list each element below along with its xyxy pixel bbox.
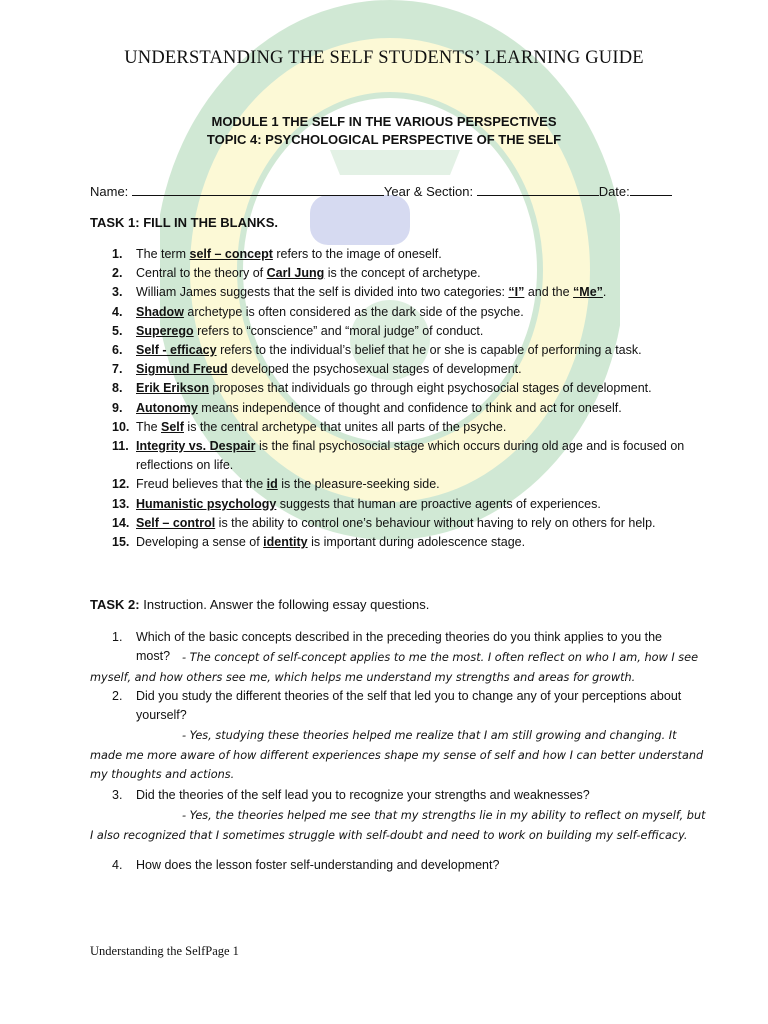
fill-in-blanks-list [90,245,690,552]
task2-label: TASK 2: [90,597,140,612]
item-text: William James suggests that the self is divided into two categories: [136,285,509,300]
item-number: 13. [112,496,130,511]
item-number: 12. [112,477,130,492]
document-title: UNDERSTANDING THE SELF STUDENTS’ LEARNING GUIDE [124,48,644,68]
item-text: and the [524,285,574,300]
item-text: developed the psychosexual stages of development. [227,362,522,377]
item-answer: Self - efficacy [136,343,217,358]
year-section-blank[interactable] [477,182,599,196]
blank-item [90,437,690,475]
blank-item [90,533,690,552]
item-answer: self – concept [189,247,273,261]
module-title: MODULE 1 THE SELF IN THE VARIOUS PERSPECTIVES [211,114,557,129]
item-text: refers to “conscience” and “moral judge” of conduct. [193,323,484,338]
item-answer: Sigmund Freud [136,362,228,377]
question-text: Which of the basic concepts described in the preceding theories do you think applies to you the most? [136,630,663,663]
item-number: 11. [112,439,129,454]
blank-item [90,495,690,514]
item-answer: Carl Jung [266,266,325,281]
item-text: is the central archetype that unites all parts of the psyche. [183,419,507,434]
question-number: 2. [112,689,123,703]
item-text: Central to the theory of [136,266,267,281]
item-answer: “Me” [573,285,603,300]
blank-item [90,264,690,283]
blank-item [90,283,690,302]
item-answer: Self – control [136,515,216,530]
item-text: The term [136,247,190,261]
item-text: Freud believes that the [136,477,267,492]
item-answer: Erik Erikson [136,381,209,396]
name-blank[interactable] [132,182,384,196]
item-text: refers to the image of oneself. [272,247,442,261]
date-blank[interactable] [630,182,672,196]
item-number: 4. [112,304,123,319]
essay-answer: - Yes, the theories helped me see that my strengths lie in my ability to reflect on myself, but I also recognized that I sometimes struggle with self-doubt and need to work on building my self-efficacy. [90,809,706,842]
blank-item [90,303,690,322]
item-text: refers to the individual’s belief that he or she is capable of performing a task. [216,343,642,358]
item-number: 5. [112,323,123,338]
item-text: proposes that individuals go through eight psychosocial stages of development. [208,381,652,396]
date-label: Date: [598,184,630,199]
item-text: archetype is often considered as the dark side of the psyche. [183,304,524,319]
item-text: is important during adolescence stage. [307,535,526,550]
item-text: means independence of thought and confidence to think and act for oneself. [197,400,622,415]
item-text: Developing a sense of [136,535,264,550]
task2-instruction: Instruction. Answer the following essay questions. [139,597,430,612]
essay-question [90,856,696,875]
item-number: 9. [112,400,123,415]
item-text: . [602,285,607,300]
blank-item [90,475,690,494]
question-number: 4. [112,858,123,872]
blank-item [90,514,690,533]
item-answer: identity [263,535,308,550]
question-text: How does the lesson foster self-understanding and development? [136,858,500,872]
essay-answer: - Yes, studying these theories helped me realize that I am still growing and changing. It made me more aware of how different experiences shape my sense of self and how I can better understand my thoughts and actions. [90,729,704,781]
name-label: Name: [90,184,129,199]
item-text: is the pleasure-seeking side. [277,477,440,492]
item-text: is the ability to control one’s behaviour without having to rely on others for help. [215,515,656,530]
essay-question [90,786,696,805]
question-text: Did the theories of the self lead you to recognize your strengths and weaknesses? [136,788,590,802]
essay-answer: - The concept of self-concept applies to me the most. I often reflect on who I am, how I see myself, and how others see me, which helps me understand my strengths and areas for growth. [90,651,699,684]
student-info-line [90,182,672,199]
item-number: 8. [112,381,123,396]
item-answer: Autonomy [136,400,198,415]
item-text: The [136,419,162,434]
item-number: 10. [112,419,130,434]
blank-item [90,399,690,418]
item-number: 1. [112,247,123,261]
item-text: is the concept of archetype. [324,266,481,281]
task2-heading [90,597,429,612]
blank-item [90,341,690,360]
module-heading [0,113,768,149]
item-text: suggests that human are proactive agents of experiences. [276,496,601,511]
item-number: 15. [112,535,130,550]
item-answer: Superego [136,323,194,338]
blank-item [90,322,690,341]
item-answer: Integrity vs. Despair [136,439,256,454]
topic-title: TOPIC 4: PSYCHOLOGICAL PERSPECTIVE OF THE SELF [206,132,562,147]
item-number: 14. [112,515,130,530]
question-text: Did you study the different theories of the self that led you to change any of your perceptions about yourself? [136,689,682,722]
essay-question [90,687,696,725]
item-text: is the final psychosocial stage which occurs during old age and is focused on reflections on life. [136,439,685,473]
blank-item [90,418,690,437]
item-number: 7. [112,362,123,377]
blank-item [90,379,690,398]
question-number: 1. [112,630,123,644]
item-answer: id [266,477,278,492]
item-number: 3. [112,285,123,300]
task1-heading: TASK 1: FILL IN THE BLANKS. [90,215,279,230]
blank-item [90,360,690,379]
blank-item [90,245,690,264]
question-number: 3. [112,788,123,802]
item-number: 6. [112,343,123,358]
item-number: 2. [112,266,123,281]
item-answer: Shadow [136,304,184,319]
item-answer: Self [161,419,184,434]
item-answer: “I” [508,285,525,300]
item-answer: Humanistic psychology [136,496,277,511]
year-section-label: Year & Section: [383,184,474,199]
page-footer: Understanding the SelfPage 1 [90,944,239,958]
